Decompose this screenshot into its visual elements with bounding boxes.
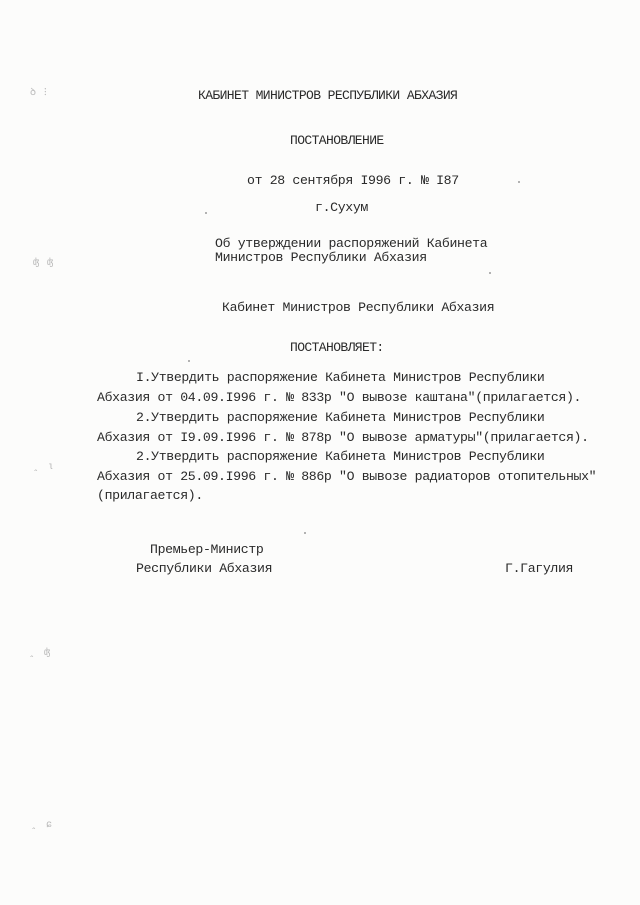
document-city: г.Сухум (315, 200, 368, 215)
subject-line-2: Министров Республики Абхазия (215, 250, 427, 265)
margin-mark: ʤ ʤ (33, 258, 55, 269)
margin-mark: ꞈ ʤ (30, 648, 52, 659)
speck (188, 360, 190, 362)
organization-title: КАБИНЕТ МИНИСТРОВ РЕСПУБЛИКИ АБХАЗИЯ (198, 88, 458, 103)
signatory-name: Г.Гагулия (505, 561, 574, 576)
item-3-line-3: (прилагается). (97, 488, 203, 503)
speck (518, 181, 520, 183)
resolution-verb: ПОСТАНОВЛЯЕТ: (290, 340, 384, 355)
speck (489, 272, 491, 274)
document-date-number: от 28 сентября I996 г. № I87 (247, 173, 459, 188)
margin-mark: ꞈ ɩ (34, 462, 56, 473)
document-type: ПОСТАНОВЛЕНИЕ (290, 133, 384, 148)
margin-mark: ꝺ ⁝ (30, 88, 48, 99)
item-3-line-1: 2.Утвердить распоряжение Кабинета Министров Республики (136, 449, 545, 464)
item-1-line-2: Абхазия от 04.09.I996 г. № 833р "О вывозе каштана"(прилагается). (97, 390, 582, 405)
margin-mark: ꞈ ɕ (32, 820, 54, 831)
issuer-line: Кабинет Министров Республики Абхазия (222, 300, 495, 315)
item-3-line-2: Абхазия от 25.09.I996 г. № 886р "О вывозе радиаторов отопительных" (97, 469, 597, 484)
signatory-title-2: Республики Абхазия (136, 561, 273, 576)
item-2-line-2: Абхазия от I9.09.I996 г. № 878р "О вывозе арматуры"(прилагается). (97, 430, 589, 445)
item-2-line-1: 2.Утвердить распоряжение Кабинета Министров Республики (136, 410, 545, 425)
signatory-title-1: Премьер-Министр (150, 542, 264, 557)
speck (304, 532, 306, 534)
speck (205, 212, 207, 214)
subject-line-1: Об утверждении распоряжений Кабинета (215, 236, 488, 251)
item-1-line-1: I.Утвердить распоряжение Кабинета Министров Республики (136, 370, 545, 385)
